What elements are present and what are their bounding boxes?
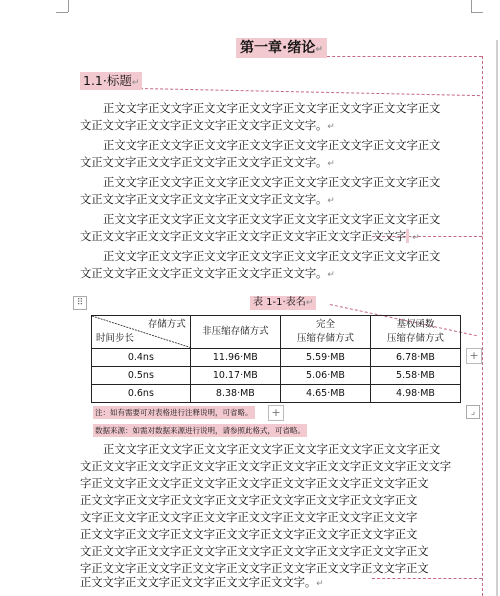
body-text-line: 正文文字正文文字正文文字正文文字正文文字。↵ [80, 575, 324, 589]
body-text-line: 文正文文字正文文字正文文字正文文字正文文字。↵ [80, 155, 335, 169]
body-text-line: 文正文文字正文文字正文文字正文文字正文文字。↵ [80, 192, 335, 206]
body-text-line: 文正文文字正文文字正文文字正文文字正文文字。↵ [80, 118, 335, 132]
diagonal-header-cell [92, 316, 191, 349]
body-text-line: 正文文字正文文字正文文字正文文字正文文字正文文字正文文字正文 [103, 175, 441, 189]
table-row [92, 367, 461, 385]
body-text-line: 文正文文字正文文字正文文字正文文字正文文字。↵ [80, 266, 335, 280]
section-heading [80, 72, 142, 90]
header-cell: 完全 压缩存储方式 [281, 316, 371, 349]
body-text-line: 正文文字正文文字正文文字正文文字正文文字正文文字正文文字正文 [103, 212, 441, 226]
body-text-line: 正文文字正文文字正文文字正文文字正文文字正文文字正文文字正文 [103, 138, 441, 152]
header-cell: 非压缩存储方式 [190, 316, 280, 349]
table-cell: 4.65·MB [281, 385, 371, 403]
table-header-row [92, 316, 461, 349]
table-cell: 5.59·MB [281, 349, 371, 367]
body-text-line: 正文文字正文文字正文文字正文文字正文文字正文文字正文文字正文 [80, 527, 418, 541]
table-source: 数据来源：如需对数据来源进行说明，请参照此格式，可省略。 [95, 426, 305, 435]
table-cell: 5.06·MB [281, 367, 371, 385]
table-cell: 5.58·MB [370, 367, 460, 385]
table-row [92, 349, 461, 367]
table-cell: 4.98·MB [370, 385, 460, 403]
comment-connector [140, 88, 480, 96]
add-column-button[interactable]: + [466, 348, 482, 364]
header-storage-label: 存储方式 [147, 319, 186, 330]
chapter-title [236, 38, 327, 58]
header-timestep-label: 时间步长 [96, 333, 135, 344]
body-text-line: 文正文文字正文文字正文文字正文文字正文文字正文文字正文文字正文 [80, 544, 429, 558]
comment-connector [322, 56, 482, 57]
body-text-line: 文正文文字正文文字正文文字正文文字正文文字正文文字正文文字 ·↵ [80, 229, 420, 243]
paragraph-mark: ↵ [131, 78, 140, 88]
table-cell: 0.5ns [92, 367, 191, 385]
table-resize-handle-icon[interactable]: ⌟ [466, 405, 480, 419]
body-text-line: 正文文字正文文字正文文字正文文字正文文字正文文字正文文字正文 [103, 249, 441, 263]
crop-mark-top-left-v [68, 0, 69, 12]
crop-mark-top-left-h [56, 12, 68, 13]
body-text-line: 文字正文文字正文文字正文文字正文文字正文文字正文文字正文文字 [80, 510, 418, 524]
page-right-edge [496, 40, 498, 596]
comment-margin-line [482, 56, 483, 596]
table-cell: 8.38·MB [190, 385, 280, 403]
chapter-title-text: 第一章·绪论 [240, 40, 316, 56]
body-text-line: 正文文字正文文字正文文字正文文字正文文字正文文字正文文字正文 [103, 101, 441, 115]
body-text-line: 文正文文字正文文字正文文字正文文字正文文字正文文字正文文字正文文字 [80, 459, 451, 473]
table-caption: 表 1-1·表名↵ [250, 296, 316, 310]
body-text-line: 字正文文字正文文字正文文字正文文字正文文字正文文字正文文字正文 [80, 476, 429, 490]
header-cell: 基权函数 压缩存储方式 [370, 316, 460, 349]
body-text-line: 字正文文字正文文字正文文字正文文字正文文字正文文字正文文字正文 [80, 561, 429, 575]
data-table [91, 315, 461, 403]
crop-mark-top-right-v [471, 0, 472, 12]
body-text-line: 正文文字正文文字正文文字正文文字正文文字正文文字正文文字正文 [103, 442, 441, 456]
crop-mark-top-right-h [471, 12, 483, 13]
table-note: 注：如有需要可对表格进行注释说明，可省略。 [95, 408, 253, 417]
table-cell: 0.4ns [92, 349, 191, 367]
section-heading-text: 1.1·标题 [83, 73, 132, 88]
comment-connector [372, 578, 482, 579]
table-cell: 6.78·MB [370, 349, 460, 367]
table-move-handle-icon[interactable]: ⠿ [73, 296, 87, 310]
table-cell: 0.6ns [92, 385, 191, 403]
table-row [92, 385, 461, 403]
add-row-button[interactable]: + [268, 405, 284, 421]
table-cell: 11.96·MB [190, 349, 280, 367]
paragraph-mark: ↵ [315, 45, 323, 55]
table-cell: 10.17·MB [190, 367, 280, 385]
body-text-line: 正文文字正文文字正文文字正文文字正文文字正文文字正文文字正文 [80, 493, 418, 507]
